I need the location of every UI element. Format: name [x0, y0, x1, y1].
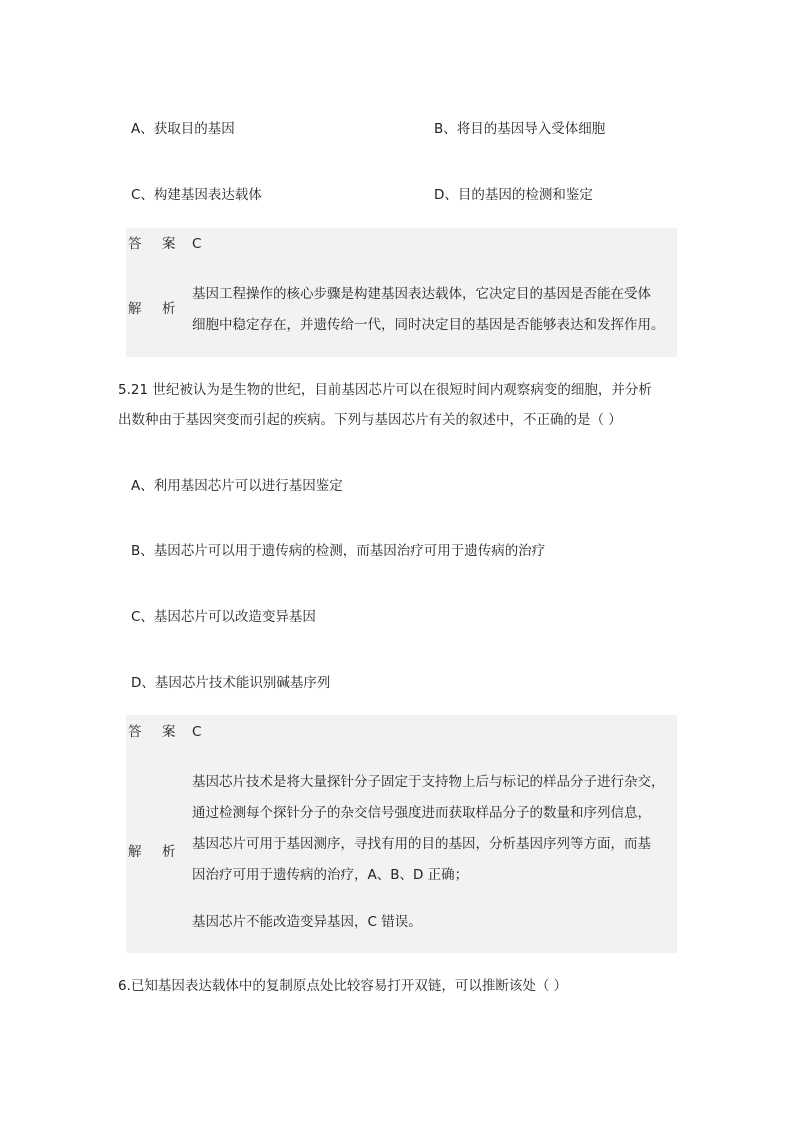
q5-analysis-line: 基因芯片不能改造变异基因，C 错误。: [192, 914, 422, 930]
q6-stem-line: 6.已知基因表达载体中的复制原点处比较容易打开双链，可以推断该处（ ）: [118, 978, 568, 994]
q5-analysis-line: 因治疗可用于遗传病的治疗，A、B、D 正确；: [192, 867, 469, 883]
q4-option-a[interactable]: A、获取目的基因: [131, 121, 235, 137]
q4-answer-box: [126, 228, 677, 357]
q4-analysis-line: 细胞中稳定存在，并遗传给一代，同时决定目的基因是否能够表达和发挥作用。: [192, 317, 665, 333]
q5-analysis-line: 通过检测每个探针分子的杂交信号强度进而获取样品分子的数量和序列信息，: [192, 805, 651, 821]
q5-answer-value: C: [192, 724, 202, 740]
q5-answer-label: 答 案: [128, 724, 176, 740]
q5-analysis-label: 解 析: [128, 844, 176, 860]
q4-answer-value: C: [192, 236, 202, 252]
q5-option-b[interactable]: B、基因芯片可以用于遗传病的检测，而基因治疗可用于遗传病的治疗: [131, 543, 546, 559]
q5-stem: [118, 375, 678, 435]
q5-analysis-text: [192, 767, 676, 938]
q4-option-b[interactable]: B、将目的基因导入受体细胞: [434, 121, 606, 137]
q5-option-d[interactable]: D、基因芯片技术能识别碱基序列: [131, 675, 331, 691]
q4-option-d[interactable]: D、目的基因的检测和鉴定: [434, 187, 593, 203]
q4-option-c[interactable]: C、构建基因表达载体: [131, 187, 262, 203]
q5-analysis-line: 基因芯片技术是将大量探针分子固定于支持物上后与标记的样品分子进行杂交，: [192, 774, 665, 790]
q5-analysis-line: 基因芯片可用于基因测序，寻找有用的目的基因，分析基因序列等方面，而基: [192, 836, 651, 852]
q5-answer-box: [126, 715, 677, 953]
q5-stem-line: 5.21 世纪被认为是生物的世纪，目前基因芯片可以在很短时间内观察病变的细胞，并分析: [118, 382, 652, 398]
q4-analysis-label: 解 析: [128, 301, 176, 317]
q4-analysis-line: 基因工程操作的核心步骤是构建基因表达载体，它决定目的基因是否能在受体: [192, 286, 651, 302]
q4-answer-label: 答 案: [128, 236, 176, 252]
q4-analysis-text: [192, 279, 676, 341]
q5-option-c[interactable]: C、基因芯片可以改造变异基因: [131, 609, 316, 625]
q5-stem-line: 出数种由于基因突变而引起的疾病。下列与基因芯片有关的叙述中，不正确的是（ ）: [118, 412, 622, 428]
q5-option-a[interactable]: A、利用基因芯片可以进行基因鉴定: [131, 478, 343, 494]
q6-stem: [118, 971, 678, 1001]
